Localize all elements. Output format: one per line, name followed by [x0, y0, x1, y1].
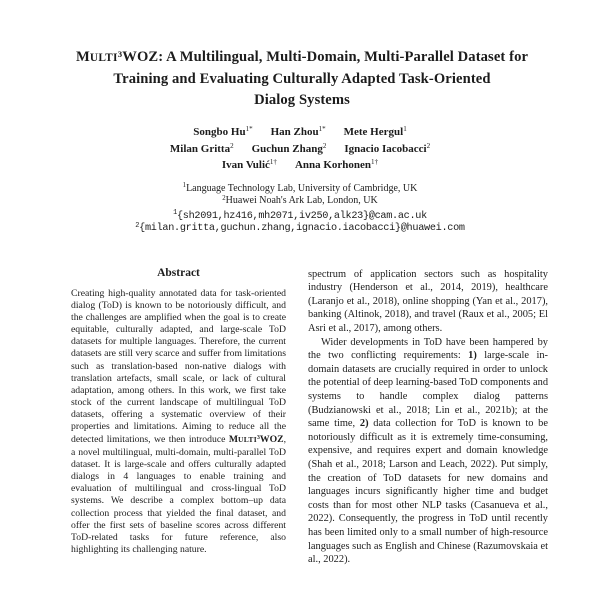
paper-title-line1 [76, 49, 528, 65]
brand-name [76, 49, 158, 65]
email-list [0, 211, 600, 236]
author-list [0, 124, 600, 174]
author-name: Guchun Zhang [251, 142, 323, 155]
author-name: Ivan Vulić [221, 159, 270, 171]
intro-paragraph-requirements [308, 336, 548, 567]
requirement-1-marker: 1) [468, 350, 477, 362]
email-huawei [0, 223, 600, 236]
paper-title [58, 47, 546, 111]
brand-initial: M [228, 433, 239, 445]
author-affil-marker: 2 [322, 141, 327, 150]
author-milan-gritta [170, 143, 234, 158]
intro-paragraph-continuation: spectrum of application sectors such as hospitality industry (Henderson et al., 2014, 2019), healthcare (Laranjo et al., 2018), online shopping (Yan et al., 2017), banking (Altinok, 2018), and travel (Raux et al., 2005; El Asri et al., 2017), among others. [308, 268, 548, 335]
affiliation-marker: 1 [182, 182, 187, 190]
author-ignacio-iacobacci [344, 143, 430, 158]
author-han-zhou [271, 126, 326, 141]
abstract-paragraph [60, 288, 297, 556]
author-name: Milan Gritta [169, 142, 231, 155]
author-row-2 [0, 141, 600, 158]
brand-initial: M [75, 49, 90, 65]
author-affil-marker: 2 [426, 141, 431, 150]
left-column-abstract [60, 267, 297, 567]
author-guchun-zhang [252, 143, 327, 158]
author-affil-marker: 2 [230, 141, 234, 150]
email-marker: 1 [173, 209, 177, 218]
brand-name-bold [229, 434, 284, 445]
author-affil-marker: 1* [245, 125, 253, 134]
author-row-1 [0, 124, 600, 141]
email-cambridge [0, 211, 600, 224]
intro-text: Wider developments in ToD have been hampered by the two conflicting requirements: [308, 336, 548, 362]
title-line1-rest: : A Multilingual, Multi-Domain, Multi-Parallel Dataset for [158, 49, 529, 65]
email-text: {milan.gritta,guchun.zhang,ignacio.iacobacci}@huawei.com [139, 223, 465, 235]
brand-smallcaps: ULTI [89, 52, 118, 64]
abstract-heading: Abstract [157, 266, 200, 279]
author-affil-marker: 1† [371, 158, 379, 167]
affiliation-text: Language Technology Lab, University of Cambridge, UK [186, 182, 418, 194]
affiliation-cambridge [0, 183, 600, 196]
abstract-text-before-brand: Creating high-quality annotated data for task-oriented dialog (ToD) is known to be notoriously difficult, and the challenges are amplified when the goal is to create equitable, culturally adapted, and large-scale ToD datasets for multiple languages. Therefore, the current datasets are still very scarce and suffer from limitations such as translation-based non-native dialogs with translation artefacts, small scale, or lack of cultural adaptation, among others. In this work, we first take stock of the current landscape of multilingual ToD datasets, offering a systematic overview of their properties and limitations. Aiming to reduce all the detected limitations, we then introduce [71, 287, 286, 445]
email-text: {sh2091,hz416,mh2071,iv250,alk23}@cam.ac.uk [176, 210, 427, 222]
author-anna-korhonen [295, 159, 378, 174]
brand-suffix: WOZ [259, 433, 284, 445]
paper-title-line2: Training and Evaluating Culturally Adapted Task-Oriented [113, 71, 491, 87]
email-marker: 2 [135, 221, 140, 230]
author-name: Anna Korhonen [294, 159, 372, 171]
intro-text: large-scale in-domain datasets are crucially required in order to unlock the potential of deep learning-based ToD components and systems to handle complex dialog patterns (Budzianowski et al., 2018; Lin et al., 2021b); at the same time, [308, 350, 549, 430]
brand-suffix: WOZ [122, 49, 159, 65]
two-column-body [60, 267, 548, 567]
brand-superscript-3: 3 [256, 434, 260, 441]
right-column-introduction [308, 267, 548, 567]
author-affil-marker: 1* [318, 125, 326, 134]
author-name: Songbo Hu [193, 126, 246, 138]
affiliation-list [0, 183, 600, 208]
intro-text: data collection for ToD is known to be notoriously difficult as it is extremely time-consuming, expensive, and requires expert and domain knowledge (Shah et al., 2018; Larson and Leach, 2022). Put simply, the creation of ToD datasets for new domains and languages incurs significantly higher time and budget costs than for most other NLP tasks (Casanueva et al., 2022). Consequently, the progress in ToD until recently has been limited only to a small number of high-resource languages such as English and Chinese (Razumovskaia et al., 2022). [308, 418, 548, 566]
author-ivan-vulic [222, 159, 277, 174]
title-block [58, 0, 546, 111]
author-name: Ignacio Iacobacci [344, 142, 427, 155]
paper-title-line3: Dialog Systems [254, 92, 350, 108]
affiliation-text: Huawei Noah's Ark Lab, London, UK [225, 195, 378, 206]
author-name: Mete Hergul [343, 126, 404, 138]
brand-smallcaps: ULTI [238, 434, 257, 444]
requirement-2-marker: 2) [359, 418, 369, 430]
abstract-text-after-brand: , a novel multilingual, multi-domain, multi-parallel ToD dataset. It is large-scale and offers culturally adapted dialogs in 4 languages to enable training and evaluation of multilingual and cross-lingual ToD systems. We describe a complex bottom–up data collection process that yielded the final dataset, and offer the first sets of baseline scores across different ToD-related tasks for future reference, also highlighting its challenging nature. [71, 433, 286, 555]
brand-superscript-3: 3 [117, 49, 123, 60]
author-affil-marker: 1 [403, 125, 407, 134]
affiliation-marker: 2 [222, 194, 226, 202]
affiliation-huawei [0, 195, 600, 208]
author-name: Han Zhou [270, 126, 319, 138]
author-affil-marker: 1† [269, 158, 277, 167]
author-row-3 [0, 157, 600, 174]
author-mete-hergul [344, 126, 407, 141]
